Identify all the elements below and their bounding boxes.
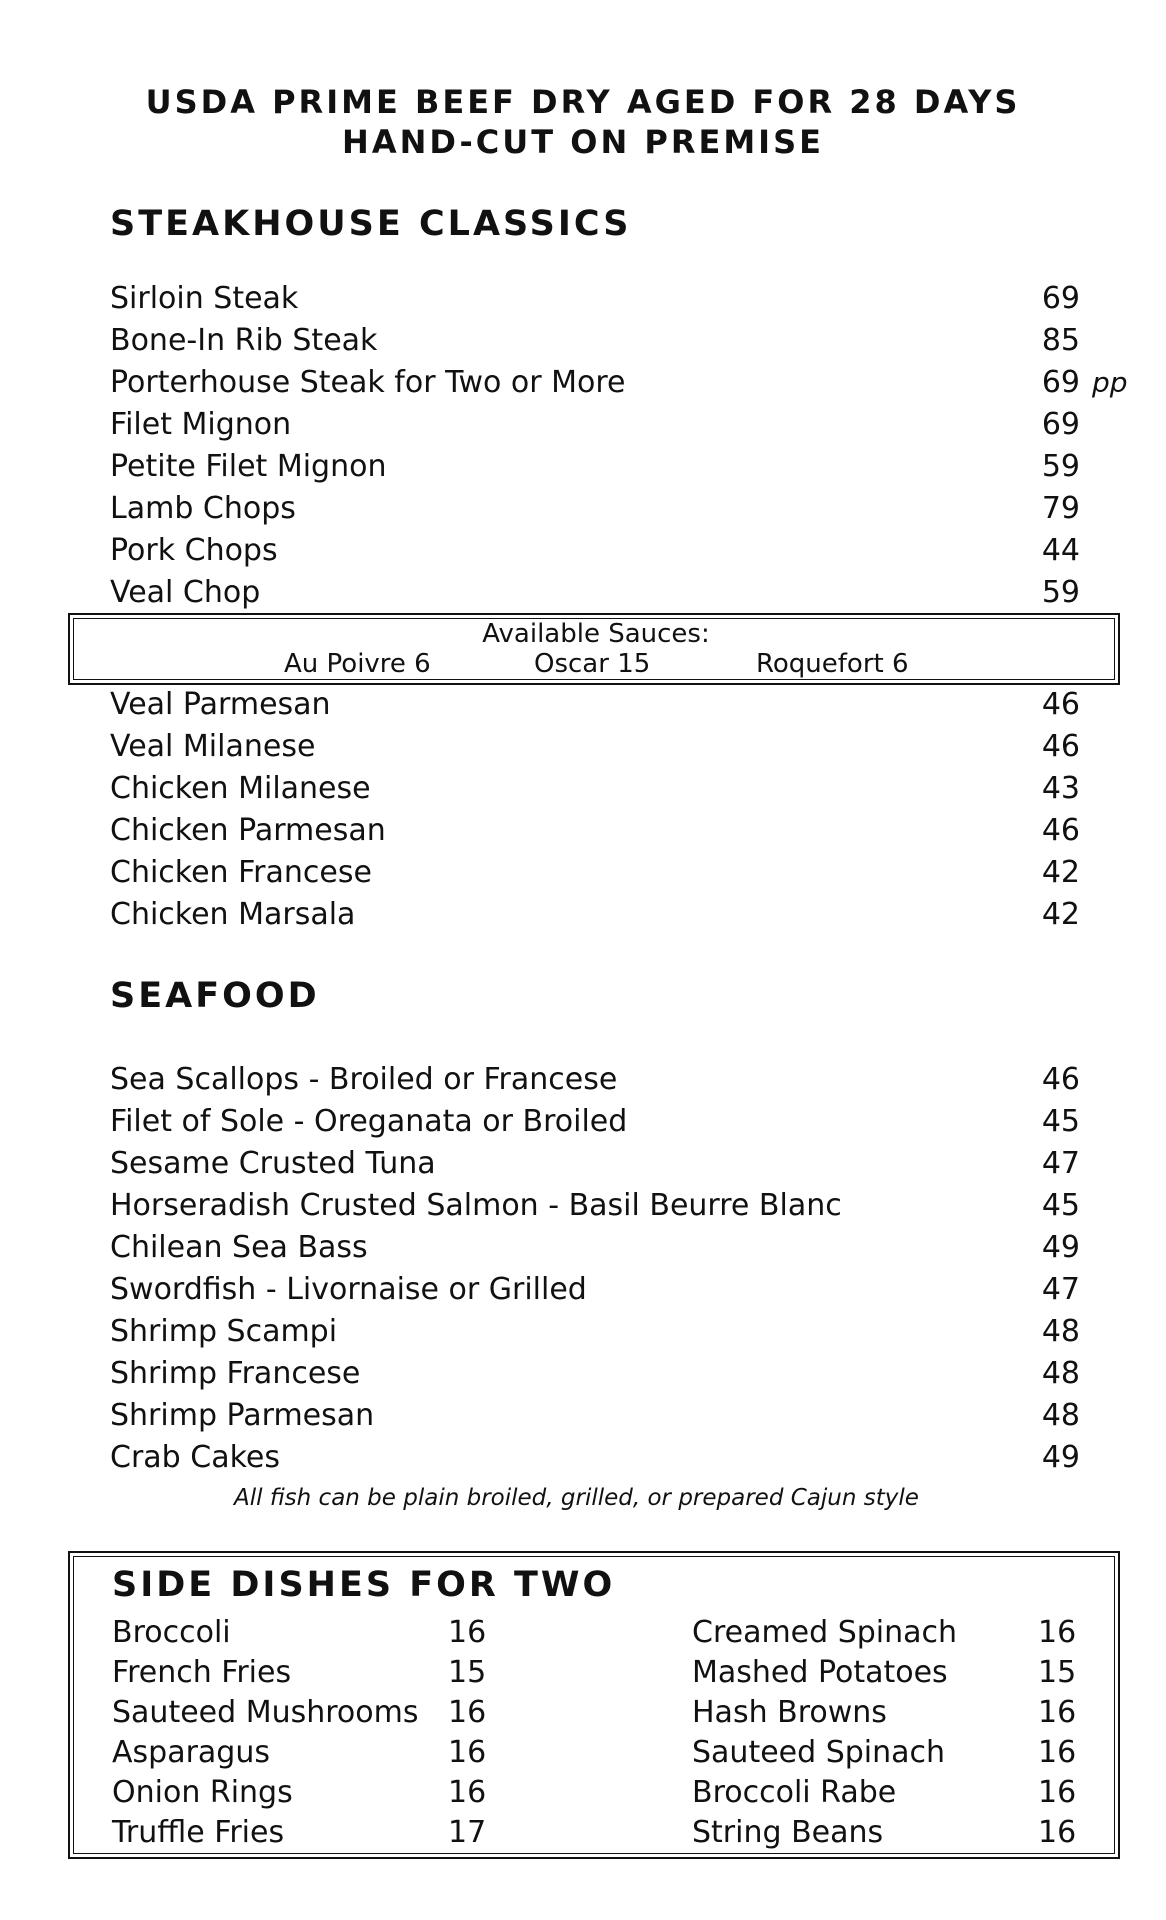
side-dishes-left-column bbox=[112, 1613, 532, 1853]
side-item bbox=[112, 1773, 532, 1813]
item-name: Mashed Potatoes bbox=[692, 1655, 948, 1690]
item-price: 49 bbox=[1041, 1230, 1080, 1265]
item-price: 69 bbox=[1041, 407, 1080, 442]
menu-header-line-1: USDA PRIME BEEF DRY AGED FOR 28 DAYS bbox=[145, 83, 1021, 121]
sauce-option: Roquefort 6 bbox=[756, 649, 909, 679]
item-price: 79 bbox=[1041, 491, 1080, 526]
menu-item bbox=[110, 446, 1110, 488]
menu-item bbox=[110, 894, 1110, 936]
item-price: 16 bbox=[448, 1775, 487, 1810]
menu-item bbox=[110, 1311, 1110, 1353]
item-price: 46 bbox=[1041, 1062, 1080, 1097]
item-price: 43 bbox=[1041, 771, 1080, 806]
side-item bbox=[692, 1653, 1092, 1693]
item-name: Veal Chop bbox=[110, 575, 261, 610]
sauces-title: Available Sauces: bbox=[482, 619, 710, 649]
menu-item bbox=[110, 1101, 1110, 1143]
item-price: 16 bbox=[1038, 1735, 1077, 1770]
menu-header-line-2: HAND-CUT ON PREMISE bbox=[342, 123, 824, 161]
menu-item bbox=[110, 684, 1110, 726]
item-price: 45 bbox=[1041, 1104, 1080, 1139]
item-price: 48 bbox=[1041, 1356, 1080, 1391]
side-item bbox=[112, 1613, 532, 1653]
menu-item bbox=[110, 768, 1110, 810]
item-name: Sesame Crusted Tuna bbox=[110, 1146, 436, 1181]
item-name: Veal Parmesan bbox=[110, 687, 331, 722]
item-price: 46 bbox=[1041, 813, 1080, 848]
menu-item bbox=[110, 1269, 1110, 1311]
seafood-item-list bbox=[110, 1059, 1110, 1479]
item-name: Horseradish Crusted Salmon - Basil Beurre Blanc bbox=[110, 1188, 842, 1223]
item-price: 47 bbox=[1041, 1146, 1080, 1181]
item-name: Onion Rings bbox=[112, 1775, 293, 1810]
side-item bbox=[112, 1693, 532, 1733]
menu-item bbox=[110, 1353, 1110, 1395]
item-price: 46 bbox=[1041, 729, 1080, 764]
item-name: Pork Chops bbox=[110, 533, 278, 568]
side-item bbox=[692, 1813, 1092, 1853]
fish-preparation-note: All fish can be plain broiled, grilled, or prepared Cajun style bbox=[234, 1485, 919, 1511]
item-name: Broccoli Rabe bbox=[692, 1775, 897, 1810]
item-price: 15 bbox=[448, 1655, 487, 1690]
menu-item bbox=[110, 1227, 1110, 1269]
item-price: 48 bbox=[1041, 1314, 1080, 1349]
menu-item bbox=[110, 726, 1110, 768]
item-price: 46 bbox=[1041, 687, 1080, 722]
side-dishes-right-column bbox=[692, 1613, 1092, 1853]
item-name: French Fries bbox=[112, 1655, 292, 1690]
item-name: Crab Cakes bbox=[110, 1440, 280, 1475]
menu-item bbox=[110, 810, 1110, 852]
item-name: Chicken Marsala bbox=[110, 897, 356, 932]
item-price: 85 bbox=[1041, 323, 1080, 358]
sauce-option: Au Poivre 6 bbox=[284, 649, 431, 679]
item-name: Truffle Fries bbox=[112, 1815, 285, 1850]
menu-item bbox=[110, 278, 1110, 320]
side-item bbox=[692, 1693, 1092, 1733]
menu-item bbox=[110, 488, 1110, 530]
item-name: Shrimp Scampi bbox=[110, 1314, 338, 1349]
item-name: Filet Mignon bbox=[110, 407, 292, 442]
sauces-box bbox=[68, 613, 1120, 685]
item-price: 16 bbox=[448, 1615, 487, 1650]
menu-item bbox=[110, 404, 1110, 446]
item-name: String Beans bbox=[692, 1815, 884, 1850]
item-name: Shrimp Francese bbox=[110, 1356, 361, 1391]
item-price: 16 bbox=[1038, 1815, 1077, 1850]
item-price: 49 bbox=[1041, 1440, 1080, 1475]
menu-item bbox=[110, 1395, 1110, 1437]
item-name: Hash Browns bbox=[692, 1695, 887, 1730]
item-price: 42 bbox=[1041, 855, 1080, 890]
item-name: Chilean Sea Bass bbox=[110, 1230, 368, 1265]
side-item bbox=[112, 1813, 532, 1853]
item-price: 59 bbox=[1041, 449, 1080, 484]
item-name: Chicken Parmesan bbox=[110, 813, 386, 848]
item-name: Chicken Milanese bbox=[110, 771, 371, 806]
menu-item bbox=[110, 530, 1110, 572]
item-price: 45 bbox=[1041, 1188, 1080, 1223]
menu-item bbox=[110, 362, 1128, 404]
item-name: Chicken Francese bbox=[110, 855, 372, 890]
menu-item bbox=[110, 1185, 1110, 1227]
menu-item bbox=[110, 852, 1110, 894]
section-title-side-dishes: SIDE DISHES FOR TWO bbox=[112, 1565, 616, 1605]
menu-item bbox=[110, 1437, 1110, 1479]
item-price: 16 bbox=[1038, 1615, 1077, 1650]
menu-item bbox=[110, 572, 1110, 614]
section-title-seafood: SEAFOOD bbox=[110, 976, 320, 1016]
item-name: Sauteed Mushrooms bbox=[112, 1695, 419, 1730]
side-item bbox=[692, 1773, 1092, 1813]
item-name: Veal Milanese bbox=[110, 729, 316, 764]
menu-item bbox=[110, 320, 1110, 362]
item-name: Creamed Spinach bbox=[692, 1615, 958, 1650]
item-price: 17 bbox=[448, 1815, 487, 1850]
item-name: Shrimp Parmesan bbox=[110, 1398, 375, 1433]
steakhouse-item-list-2 bbox=[110, 684, 1110, 936]
sauce-option: Oscar 15 bbox=[534, 649, 651, 679]
item-price: 69 bbox=[1041, 365, 1080, 400]
item-name: Broccoli bbox=[112, 1615, 231, 1650]
item-price: 16 bbox=[1038, 1695, 1077, 1730]
item-price: 16 bbox=[448, 1735, 487, 1770]
item-price: 16 bbox=[448, 1695, 487, 1730]
item-price: 42 bbox=[1041, 897, 1080, 932]
item-name: Sirloin Steak bbox=[110, 281, 299, 316]
item-price: 16 bbox=[1038, 1775, 1077, 1810]
item-price: 59 bbox=[1041, 575, 1080, 610]
side-dishes-box bbox=[68, 1551, 1120, 1859]
item-name: Swordfish - Livornaise or Grilled bbox=[110, 1272, 587, 1307]
side-item bbox=[112, 1653, 532, 1693]
steakhouse-item-list bbox=[110, 278, 1128, 614]
item-name: Filet of Sole - Oreganata or Broiled bbox=[110, 1104, 628, 1139]
item-price: 44 bbox=[1041, 533, 1080, 568]
menu-item bbox=[110, 1059, 1110, 1101]
item-name: Bone-In Rib Steak bbox=[110, 323, 378, 358]
side-item bbox=[112, 1733, 532, 1773]
item-name: Petite Filet Mignon bbox=[110, 449, 387, 484]
section-title-steakhouse: STEAKHOUSE CLASSICS bbox=[110, 204, 632, 244]
item-price: 69 bbox=[1041, 281, 1080, 316]
price-suffix: pp bbox=[1092, 366, 1128, 399]
item-name: Sea Scallops - Broiled or Francese bbox=[110, 1062, 618, 1097]
item-name: Asparagus bbox=[112, 1735, 270, 1770]
side-item bbox=[692, 1733, 1092, 1773]
item-price: 48 bbox=[1041, 1398, 1080, 1433]
side-item bbox=[692, 1613, 1092, 1653]
item-name: Lamb Chops bbox=[110, 491, 296, 526]
menu-item bbox=[110, 1143, 1110, 1185]
item-price: 15 bbox=[1038, 1655, 1077, 1690]
item-name: Porterhouse Steak for Two or More bbox=[110, 365, 626, 400]
item-price: 47 bbox=[1041, 1272, 1080, 1307]
item-name: Sauteed Spinach bbox=[692, 1735, 946, 1770]
